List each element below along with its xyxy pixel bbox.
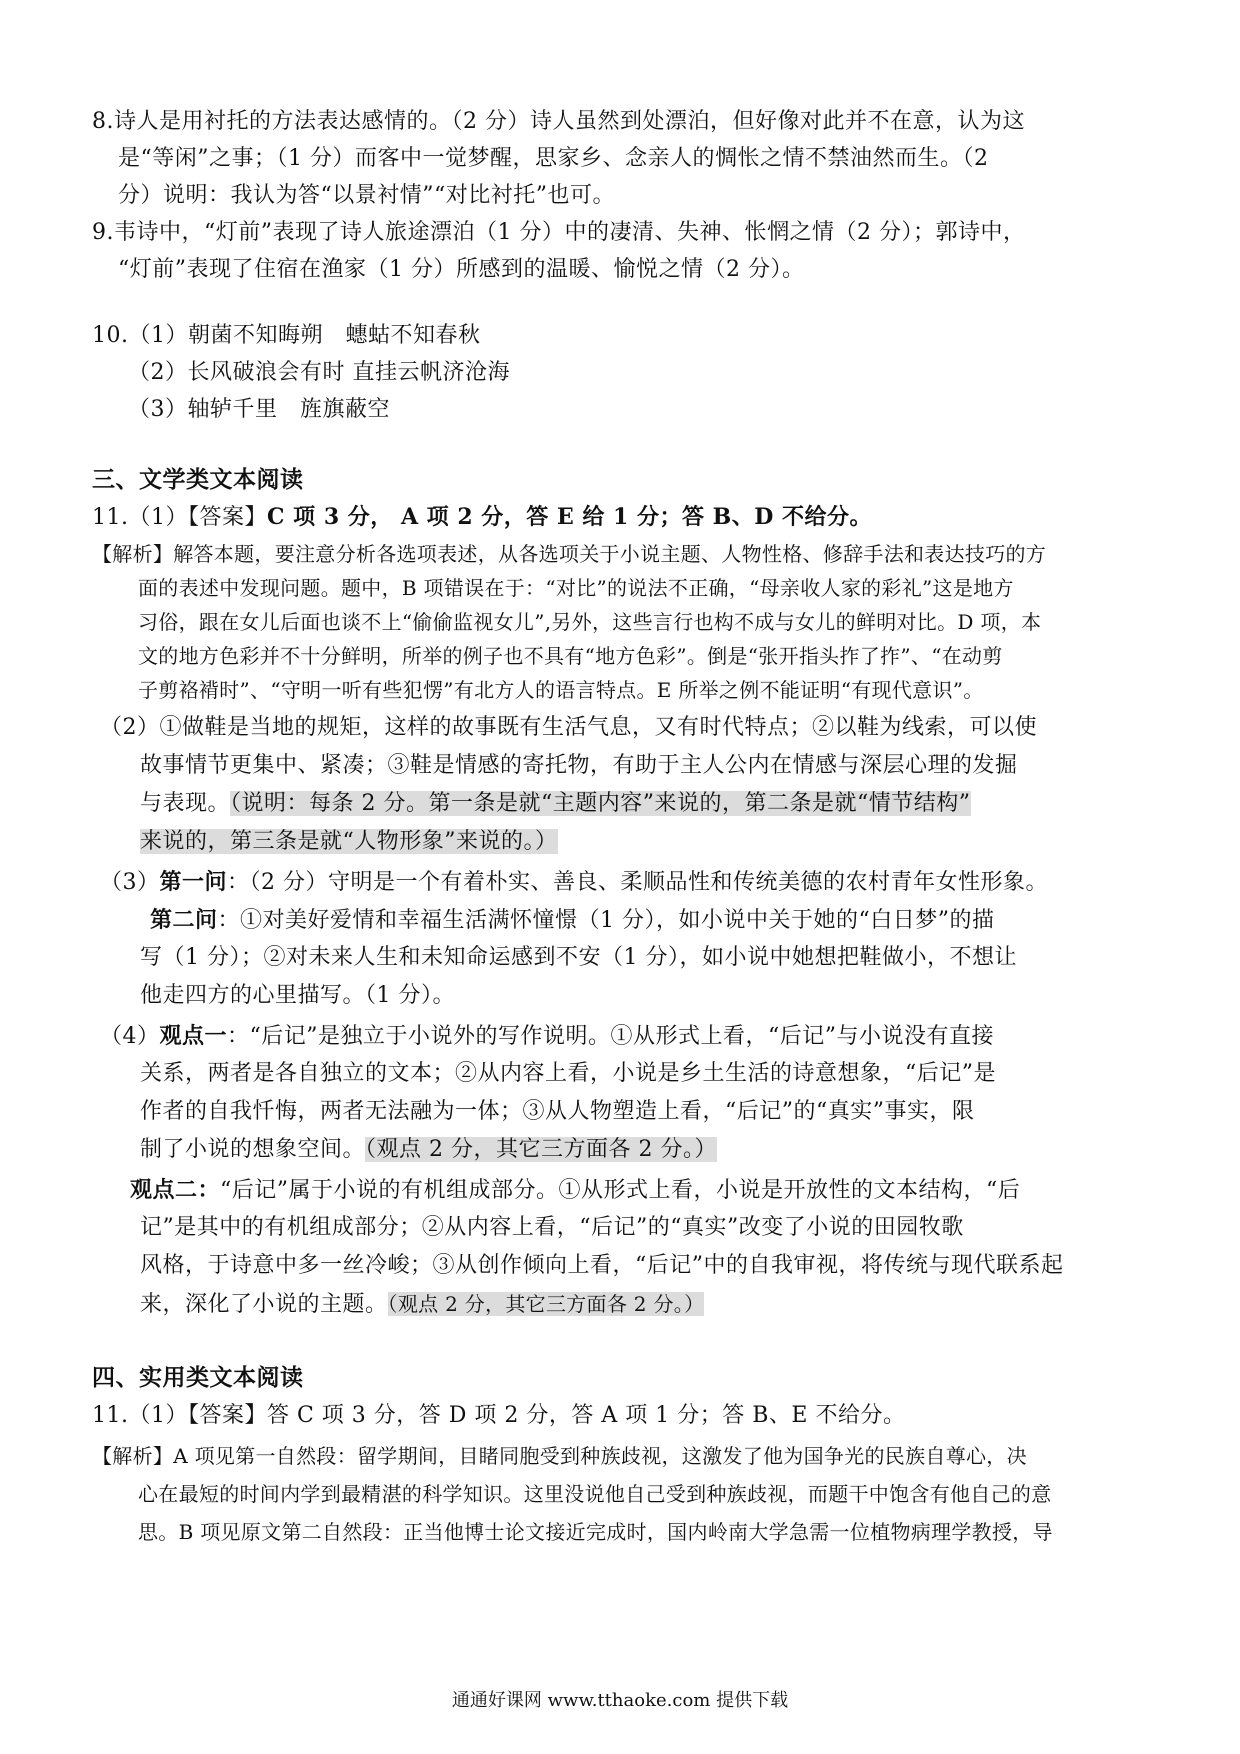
answer-11-4-number: （4）: [100, 1024, 160, 1049]
answer-11-4-line-3: 作者的自我忏悔，两者无法融为一体；③从人物塑造上看，“后记”的“真实”事实，限: [140, 1099, 975, 1124]
answer-11-4-line-8: [140, 1288, 704, 1321]
answer-11-3-line-3: 写（1 分）；②对未来人生和未知命运感到不安（1 分），如小说中她想把鞋做小，不想让: [140, 945, 1017, 970]
answer-11-2-line-1: （2）①做鞋是当地的规矩，这样的故事既有生活气息，又有时代特点；②以鞋为线索，可以使: [100, 715, 1038, 740]
viewpoint-1-end: 制了小说的想象空间。: [140, 1137, 366, 1162]
analysis-1-line-2: 面的表述中发现问题。题中，B 项错误在于：“对比”的说法不正确，“母亲收人家的彩礼”这是地方: [138, 576, 1014, 600]
answer-11-1-prefix: 11.（1）【答案】: [92, 505, 267, 530]
section-4-answer-line: 11.（1）【答案】答 C 项 3 分，答 D 项 2 分，答 A 项 1 分；答 B、E 不给分。: [92, 1403, 906, 1428]
answer-8-line-3: 分）说明：我认为答“以景衬情”“对比衬托”也可。: [118, 183, 615, 208]
answer-11-4-line-7: 风格，于诗意中多一丝冷峻；③从创作倾向上看，“后记”中的自我审视，将传统与现代联系起: [140, 1253, 1064, 1278]
answer-11-4-line-4: [140, 1134, 717, 1166]
answer-11-3-q2-text: ：①对美好爱情和幸福生活满怀憧憬（1 分），如小说中关于她的“白日梦”的描: [217, 908, 995, 933]
answer-11-2-note-highlight-cont: 来说的，第三条是就“人物形象”来说的。）: [140, 829, 558, 854]
section-4-analysis-line-2: 心在最短的时间内学到最精湛的科学知识。这里没说他自己受到种族歧视，而题干中饱含有他自己的意: [138, 1482, 1052, 1506]
section-3-heading: 三、文学类文本阅读: [92, 466, 304, 493]
answer-9-line-1: 9.韦诗中，“灯前”表现了诗人旅途漂泊（1 分）中的凄清、失神、怅惘之情（2 分）；郭诗中，: [92, 220, 1026, 245]
answer-11-1-line: [92, 501, 872, 534]
answer-8-line-1: 8.诗人是用衬托的方法表达感情的。（2 分）诗人虽然到处漂泊，但好像对此并不在意，认为这: [92, 109, 1025, 134]
answer-11-3-line-4: 他走四方的心里描写。（1 分）。: [140, 983, 455, 1008]
analysis-1-line-5: 子剪袼褙时”、“守明一听有些犯愣”有北方人的语言特点。E 所举之例不能证明“有现代意识”。: [138, 678, 984, 702]
answer-11-4-line-2: 关系，两者是各自独立的文本；②从内容上看，小说是乡土生活的诗意想象，“后记”是: [140, 1061, 996, 1086]
answer-11-4-line-1: [100, 1020, 994, 1053]
answer-9-line-2: “灯前”表现了住宿在渔家（1 分）所感到的温暖、愉悦之情（2 分）。: [118, 257, 805, 282]
section-4-analysis-line-3: 思。B 项见原文第二自然段：正当他博士论文接近完成时，国内岭南大学急需一位植物病理学教授，导: [138, 1520, 1053, 1544]
page-footer: 通通好课网 www.tthaoke.com 提供下载: [451, 1690, 789, 1711]
answer-8-line-2: 是“等闲”之事；（1 分）而客中一觉梦醒，思家乡、念亲人的惆怅之情不禁油然而生。（2: [118, 146, 989, 171]
answer-11-2-note-highlight: （说明：每条 2 分。第一条是就“主题内容”来说的，第二条是就“情节结构”: [230, 791, 971, 816]
answer-10-line-2: （2）长风破浪会有时 直挂云帆济沧海: [128, 360, 510, 385]
viewpoint-2-end: 来，深化了小说的主题。: [140, 1292, 388, 1317]
answer-11-2-text: 与表现。: [140, 791, 231, 816]
analysis-1-line-3: 习俗，跟在女儿后面也谈不上“偷偷监视女儿”,另外，这些言行也构不成与女儿的鲜明对比。D 项，本: [138, 610, 1042, 634]
viewpoint-2-text: “后记”属于小说的有机组成部分。①从形式上看，小说是开放性的文本结构，“后: [220, 1178, 1021, 1203]
viewpoint-2-score-highlight: （观点 2 分，其它三方面各 2 分。）: [387, 1292, 705, 1316]
answer-11-3-number: （3）: [100, 870, 160, 895]
answer-11-3-q2-label: 第二问: [150, 907, 218, 933]
answer-10-line-1: 10.（1）朝菌不知晦朔 蟪蛄不知春秋: [92, 323, 481, 348]
answer-11-3-q1-label: 第一问: [159, 869, 228, 895]
answer-11-3-line-2: [150, 904, 995, 937]
answer-11-2-line-3: [140, 788, 971, 820]
section-4-analysis-line-1: 【解析】A 项见第一自然段：留学期间，目睹同胞受到种族歧视，这激发了他为国争光的民族自尊心，决: [92, 1444, 1027, 1468]
answer-10-line-3: （3）轴轳千里 旌旗蔽空: [128, 397, 390, 422]
analysis-1-line-4: 文的地方色彩并不十分鲜明，所举的例子也不具有“地方色彩”。倒是“张开指头拃了拃”、“在动剪: [138, 644, 1003, 668]
answer-11-1-key: C 项 3 分， A 项 2 分，答 E 给 1 分；答 B、D 不给分。: [267, 504, 873, 530]
viewpoint-1-text: ：“后记”是独立于小说外的写作说明。①从形式上看，“后记”与小说没有直接: [227, 1024, 995, 1049]
section-4-heading: 四、实用类文本阅读: [92, 1364, 304, 1391]
viewpoint-2-label: 观点二：: [130, 1177, 221, 1203]
answer-11-4-line-5: [130, 1174, 1020, 1207]
answer-11-2-line-2: 故事情节更集中、紧凑；③鞋是情感的寄托物，有助于主人公内在情感与深层心理的发掘: [140, 753, 1018, 778]
answer-11-3-q1-text: ：（2 分）守明是一个有着朴实、善良、柔顺品性和传统美德的农村青年女性形象。: [227, 870, 1049, 895]
answer-11-4-line-6: 记”是其中的有机组成部分；②从内容上看，“后记”的“真实”改变了小说的田园牧歌: [140, 1215, 964, 1240]
answer-11-3-line-1: [100, 866, 1048, 899]
viewpoint-1-score-highlight: （观点 2 分，其它三方面各 2 分。）: [365, 1137, 717, 1162]
answer-11-2-line-4: [140, 826, 558, 858]
analysis-1-line-1: 【解析】解答本题，要注意分析各选项表述，从各选项关于小说主题、人物性格、修辞手法和表达技巧的方: [92, 542, 1047, 566]
viewpoint-1-label: 观点一: [159, 1023, 228, 1049]
